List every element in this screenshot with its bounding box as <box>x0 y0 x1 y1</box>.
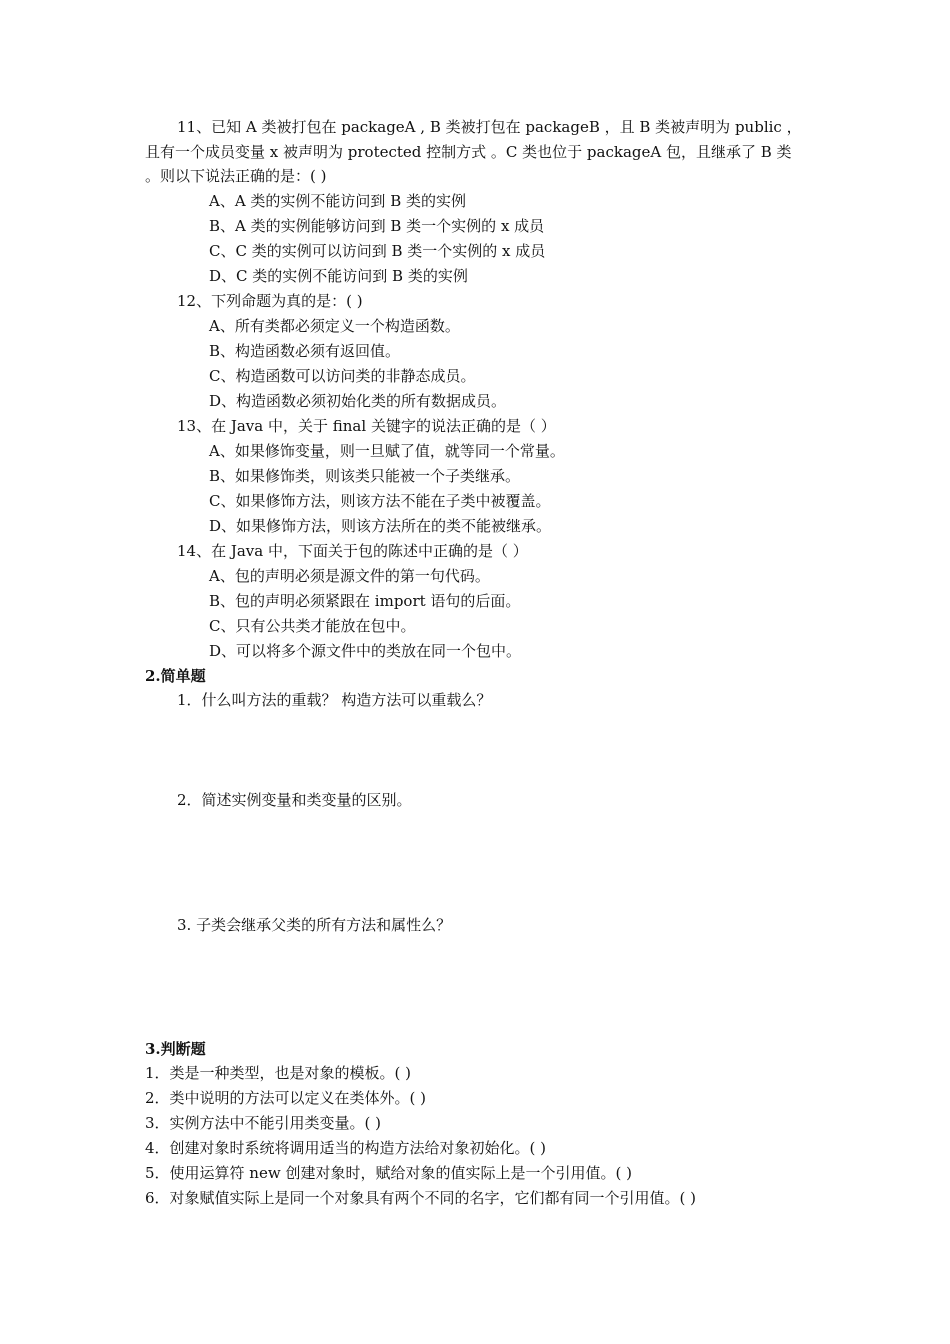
question-11-option-c: C、C 类的实例可以访问到 B 类一个实例的 x 成员 <box>209 242 546 260</box>
question-12-option-b: B、构造函数必须有返回值。 <box>209 342 401 360</box>
question-14-option-a: A、包的声明必须是源文件的第一句代码。 <box>209 567 490 585</box>
question-11-option-b: B、A 类的实例能够访问到 B 类一个实例的 x 成员 <box>209 217 545 235</box>
true-false-item-3: 3．实例方法中不能引用类变量。( ) <box>145 1114 382 1132</box>
true-false-item-4: 4．创建对象时系统将调用适当的构造方法给对象初始化。( ) <box>145 1139 547 1157</box>
true-false-item-5: 5．使用运算符 new 创建对象时，赋给对象的值实际上是一个引用值。( ) <box>145 1164 632 1182</box>
question-13-option-a: A、如果修饰变量，则一旦赋了值，就等同一个常量。 <box>209 442 565 460</box>
question-14-option-b: B、包的声明必须紧跟在 import 语句的后面。 <box>209 592 521 610</box>
question-12-option-d: D、构造函数必须初始化类的所有数据成员。 <box>209 392 507 410</box>
true-false-item-1: 1．类是一种类型，也是对象的模板。( ) <box>145 1064 412 1082</box>
question-11-option-a: A、A 类的实例不能访问到 B 类的实例 <box>209 192 466 210</box>
question-11-stem: 11、已知 A 类被打包在 packageA , B 类被打包在 packageB ，且 B 类被声明为 public ，且有一个成员变量 x 被声明为 protected 控制方式 。C 类也位于 packageA 包，且继承了 B 类 。则以下说法正确的是：( ) <box>145 118 802 185</box>
question-12-option-a: A、所有类都必须定义一个构造函数。 <box>209 317 460 335</box>
question-13-option-b: B、如果修饰类，则该类只能被一个子类继承。 <box>209 467 521 485</box>
section-heading-short-answer: 2.简单题 <box>145 667 206 685</box>
question-14-option-c: C、只有公共类才能放在包中。 <box>209 617 416 635</box>
question-12-stem: 12、下列命题为真的是：( ) <box>177 292 363 310</box>
question-13-option-d: D、如果修饰方法，则该方法所在的类不能被继承。 <box>209 517 552 535</box>
question-13-option-c: C、如果修饰方法，则该方法不能在子类中被覆盖。 <box>209 492 551 510</box>
short-answer-item-3: 3. 子类会继承父类的所有方法和属性么？ <box>177 916 452 934</box>
question-14-stem: 14、在 Java 中，下面关于包的陈述中正确的是（ ） <box>177 542 528 560</box>
question-12-option-c: C、构造函数可以访问类的非静态成员。 <box>209 367 476 385</box>
short-answer-item-1: 1．什么叫方法的重载？ 构造方法可以重载么？ <box>177 691 492 709</box>
question-13-stem: 13、在 Java 中，关于 final 关键字的说法正确的是（ ） <box>177 417 556 435</box>
question-14-option-d: D、可以将多个源文件中的类放在同一个包中。 <box>209 642 522 660</box>
true-false-item-2: 2．类中说明的方法可以定义在类体外。( ) <box>145 1089 427 1107</box>
question-11-option-d: D、C 类的实例不能访问到 B 类的实例 <box>209 267 468 285</box>
short-answer-item-2: 2．简述实例变量和类变量的区别。 <box>177 791 412 809</box>
true-false-item-6: 6．对象赋值实际上是同一个对象具有两个不同的名字，它们都有同一个引用值。( ) <box>145 1189 697 1207</box>
section-heading-true-false: 3.判断题 <box>145 1040 206 1058</box>
